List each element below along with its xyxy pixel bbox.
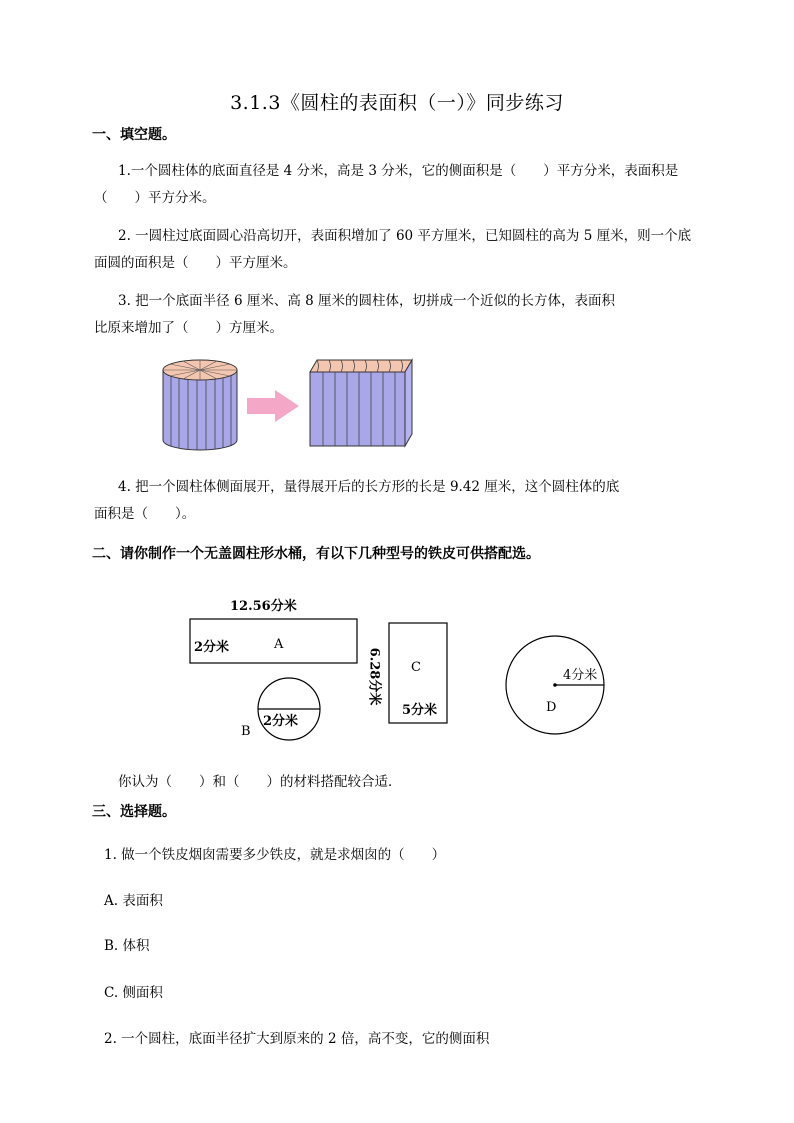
label-a: A bbox=[274, 637, 284, 652]
label-b-diameter: 2分米 bbox=[263, 714, 299, 729]
q3-line1: 3. 把一个底面半径 6 厘米、高 8 厘米的圆柱体，切拼成一个近似的长方体，表面积 bbox=[118, 293, 616, 309]
q2-line1: 2. 一圆柱过底面圆心沿高切开，表面积增加了 60 平方厘米，已知圆柱的高为 5 厘米，则一个底 bbox=[118, 228, 692, 244]
choice-q2: 2. 一个圆柱，底面半径扩大到原来的 2 倍，高不变，它的侧面积 bbox=[104, 1031, 490, 1047]
q2-line2: 面圆的面积是（ ）平方厘米。 bbox=[94, 255, 297, 271]
iron-sheets-figure bbox=[160, 590, 640, 750]
label-b: B bbox=[241, 724, 251, 739]
arrow-right-icon bbox=[247, 390, 299, 422]
section-2-heading: 二、请你制作一个无盖圆柱形水桶，有以下几种型号的铁皮可供搭配选。 bbox=[92, 546, 540, 562]
cylinder-shape bbox=[163, 360, 237, 450]
label-a-height: 2分米 bbox=[194, 640, 230, 655]
label-c: C bbox=[411, 660, 421, 675]
label-d: D bbox=[546, 700, 557, 715]
sheet-d-center bbox=[553, 683, 557, 687]
page-title: 3.1.3《圆柱的表面积（一）》同步练习 bbox=[230, 92, 564, 114]
q4-line1: 4. 把一个圆柱体侧面展开，量得展开后的长方形的长是 9.42 厘米，这个圆柱体的底 bbox=[118, 479, 620, 495]
q3-line2: 比原来增加了（ ）方厘米。 bbox=[94, 320, 283, 336]
cylinder-to-cuboid-figure bbox=[155, 350, 415, 455]
q1-line2: （ ）平方分米。 bbox=[94, 190, 216, 206]
choice-q1-option-a: A. 表面积 bbox=[104, 893, 163, 909]
choice-q1-option-c: C. 侧面积 bbox=[104, 985, 163, 1001]
section-1-heading: 一、填空题。 bbox=[92, 127, 176, 143]
choice-q1-option-b: B. 体积 bbox=[104, 938, 150, 954]
section-2-answer: 你认为（ ）和（ ）的材料搭配较合适． bbox=[118, 774, 402, 790]
choice-q1: 1. 做一个铁皮烟囱需要多少铁皮，就是求烟囱的（ ） bbox=[104, 847, 446, 863]
label-c-height: 6.28分米 bbox=[366, 647, 382, 706]
q1-line1: 1.一个圆柱体的底面直径是 4 分米，高是 3 分米，它的侧面积是（ ）平方分米，表面积是 bbox=[118, 163, 679, 179]
label-a-length: 12.56分米 bbox=[230, 599, 297, 614]
cuboid-shape bbox=[310, 360, 412, 446]
section-3-heading: 三、选择题。 bbox=[92, 804, 176, 820]
q4-line2: 面积是（ ）。 bbox=[94, 506, 196, 522]
label-d-radius: 4分米 bbox=[563, 668, 598, 683]
label-c-width: 5分米 bbox=[402, 703, 438, 718]
